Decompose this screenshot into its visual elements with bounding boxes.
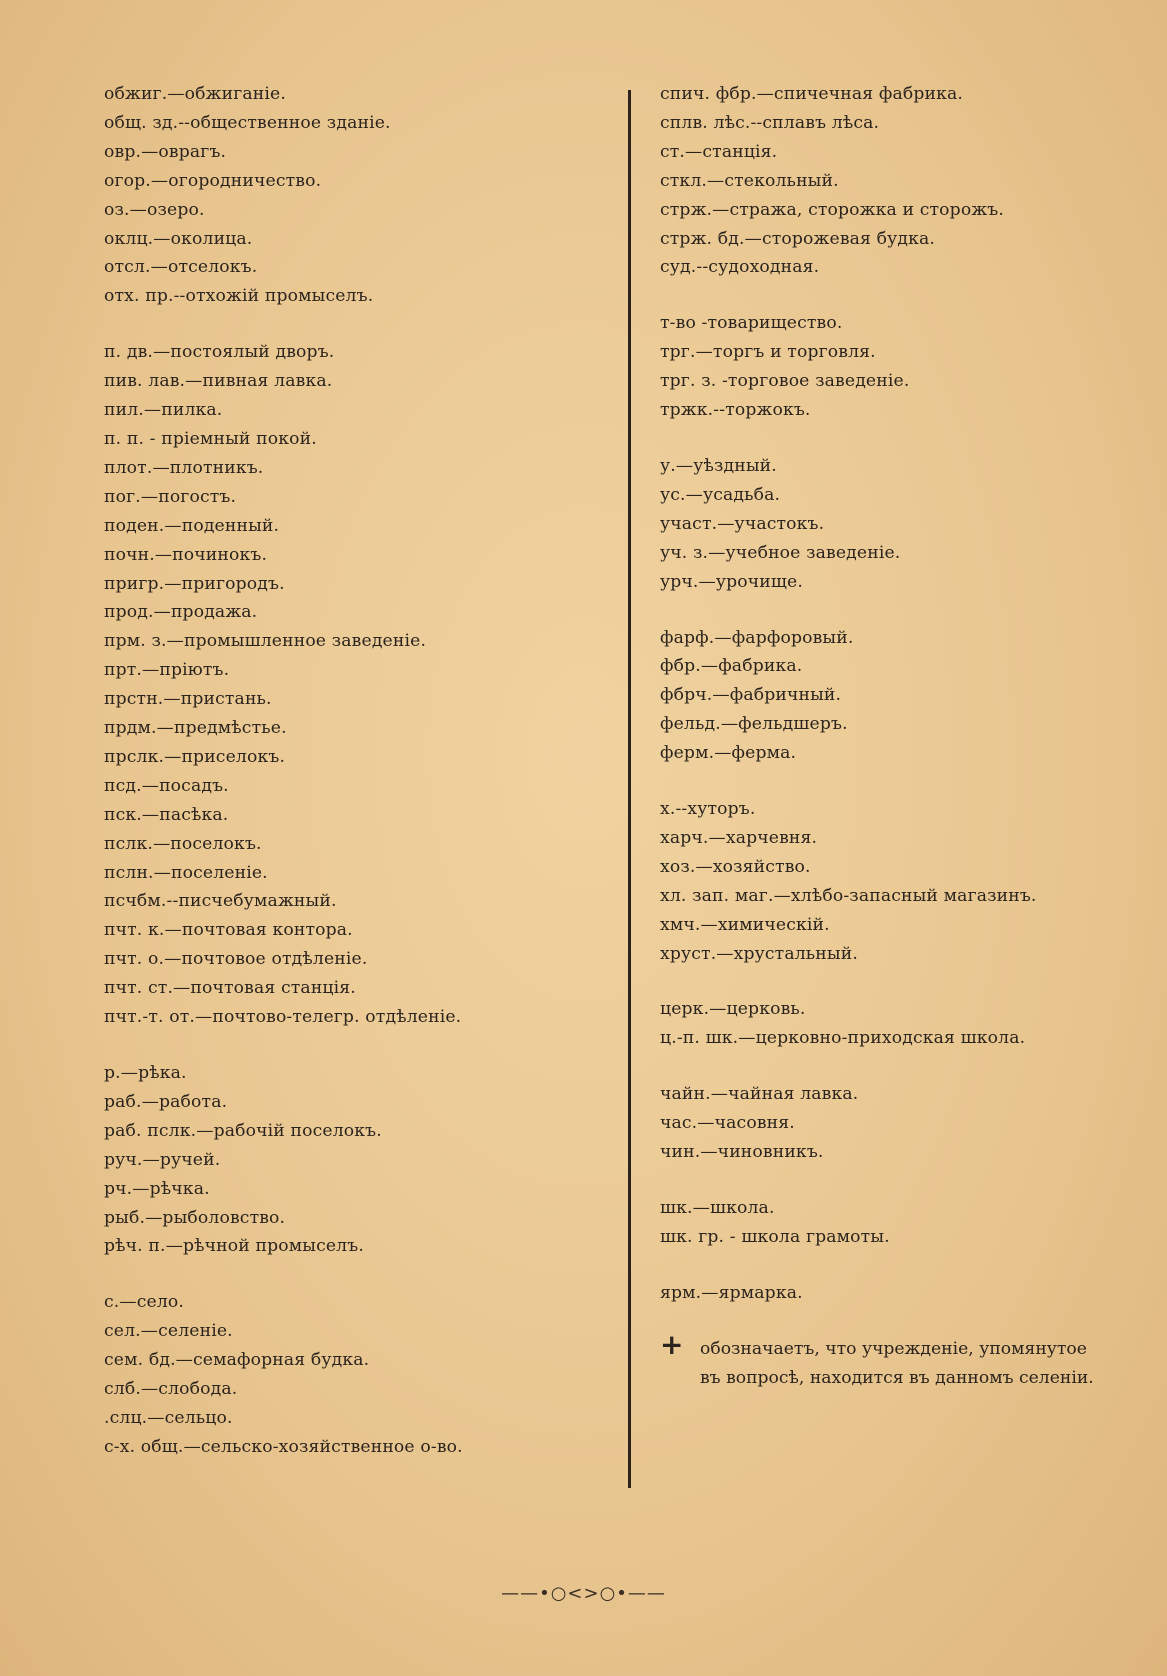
abbreviation-entry: пслк.—поселокъ.	[104, 833, 262, 854]
abbreviation-entry: пчт. к.—почтовая контора.	[104, 920, 353, 941]
abbreviation-group	[660, 452, 1160, 597]
abbreviation-entry: шк.—школа.	[660, 1198, 775, 1218]
abbreviation-entry: уч. з.—учебное заведеніе.	[660, 542, 901, 563]
abbreviation-group	[660, 1080, 1160, 1167]
abbreviation-entry: сплв. лѣс.--сплавъ лѣса.	[660, 112, 880, 133]
abbreviation-entry: прм. з.—промышленное заведеніе.	[104, 631, 427, 652]
abbreviation-entry: общ. зд.--общественное зданіе.	[104, 112, 391, 133]
footnote-line-1: обозначаетъ, что учрежденіе, упомянутое	[700, 1338, 1087, 1359]
abbreviation-group	[104, 1059, 624, 1261]
abbreviation-entry: стрж. бд.—сторожевая будка.	[660, 228, 936, 249]
abbreviation-entry: оклц.—околица.	[104, 228, 253, 249]
abbreviation-entry: хоз.—хозяйство.	[660, 856, 811, 877]
abbreviation-group	[660, 309, 1160, 425]
abbreviation-entry: хруст.—хрустальный.	[660, 943, 858, 964]
abbreviation-group	[104, 1288, 624, 1461]
abbreviation-entry: пил.—пилка.	[104, 400, 223, 421]
column-divider	[628, 90, 631, 1488]
abbreviation-entry: ярм.—ярмарка.	[660, 1282, 803, 1303]
abbreviation-entry: поден.—поденный.	[104, 515, 280, 536]
abbreviation-entry: чин.—чиновникъ.	[660, 1142, 824, 1163]
abbreviation-entry: огор.—огородничество.	[104, 170, 322, 191]
end-ornament: ——•○<>○•——	[501, 1583, 666, 1604]
abbreviation-entry: прдм.—предмѣстье.	[104, 718, 287, 739]
abbreviation-entry: п. п. - пріемный покой.	[104, 428, 317, 449]
abbreviation-entry: пог.—погостъ.	[104, 486, 237, 507]
abbreviation-entry: раб.—работа.	[104, 1091, 228, 1112]
abbreviation-entry: рыб.—рыболовство.	[104, 1207, 286, 1228]
abbreviation-entry: фбрч.—фабричный.	[660, 685, 842, 706]
abbreviation-entry: пчт. ст.—почтовая станція.	[104, 978, 356, 999]
footnote	[660, 1327, 1160, 1393]
abbreviation-entry: слб.—слобода.	[104, 1379, 238, 1400]
abbreviation-entry: пслн.—поселеніе.	[104, 862, 268, 883]
abbreviation-entry: оз.—озеро.	[104, 199, 205, 220]
abbreviation-entry: спич. фбр.—спичечная фабрика.	[660, 84, 964, 104]
abbreviation-entry: хмч.—химическій.	[660, 914, 830, 935]
abbreviation-entry: плот.—плотникъ.	[104, 457, 264, 478]
abbreviation-entry: харч.—харчевня.	[660, 827, 818, 848]
abbreviation-entry: пив. лав.—пивная лавка.	[104, 371, 333, 392]
abbreviation-group	[660, 80, 1160, 282]
abbreviation-entry: фарф.—фарфоровый.	[660, 627, 854, 648]
abbreviation-group	[104, 80, 624, 311]
abbreviation-group	[660, 1279, 1160, 1308]
abbreviation-entry: суд.--судоходная.	[660, 257, 820, 278]
left-column	[104, 80, 624, 1489]
right-column	[660, 80, 1160, 1393]
abbreviation-entry: час.—часовня.	[660, 1113, 795, 1134]
abbreviation-entry: шк. гр. - школа грамоты.	[660, 1226, 890, 1247]
abbreviation-entry: пск.—пасѣка.	[104, 804, 229, 825]
abbreviation-entry: ст.—станція.	[660, 141, 778, 162]
abbreviation-entry: сел.—селеніе.	[104, 1321, 233, 1342]
abbreviation-entry: тржк.--торжокъ.	[660, 400, 811, 421]
abbreviation-entry: трг.—торгъ и торговля.	[660, 342, 876, 363]
abbreviation-entry: пчт.-т. от.—почтово-телегр. отдѣленіе.	[104, 1007, 462, 1028]
abbreviation-entry: обжиг.—обжиганіе.	[104, 84, 286, 104]
abbreviation-group	[660, 624, 1160, 769]
abbreviation-entry: пчт. о.—почтовое отдѣленіе.	[104, 949, 368, 970]
abbreviation-entry: с.—село.	[104, 1292, 185, 1313]
abbreviation-group	[660, 1194, 1160, 1252]
abbreviation-entry: прстн.—пристань.	[104, 689, 272, 710]
abbreviation-entry: почн.—починокъ.	[104, 544, 268, 565]
abbreviation-entry: трг. з. -торговое заведеніе.	[660, 371, 910, 392]
footnote-line-2: въ вопросѣ, находится въ данномъ селеніи.	[700, 1367, 1094, 1388]
abbreviation-entry: хл. зап. маг.—хлѣбо-запасный магазинъ.	[660, 885, 1037, 906]
abbreviation-entry: отх. пр.--отхожій промыселъ.	[104, 286, 374, 307]
abbreviation-entry: х.--хуторъ.	[660, 799, 756, 820]
abbreviation-entry: стрж.—стража, сторожка и сторожъ.	[660, 199, 1004, 220]
abbreviation-entry: фельд.—фельдшеръ.	[660, 714, 848, 735]
abbreviation-entry: псчбм.--писчебумажный.	[104, 891, 337, 912]
plus-symbol: +	[660, 1327, 684, 1361]
abbreviation-entry: т-во -товарищество.	[660, 313, 843, 334]
abbreviation-entry: ус.—усадьба.	[660, 484, 781, 505]
abbreviation-entry: ферм.—ферма.	[660, 743, 797, 764]
abbreviation-entry: пригр.—пригородъ.	[104, 573, 285, 594]
abbreviation-group	[660, 795, 1160, 968]
abbreviation-entry: прод.—продажа.	[104, 602, 258, 623]
abbreviation-entry: фбр.—фабрика.	[660, 656, 803, 677]
abbreviation-entry: п. дв.—постоялый дворъ.	[104, 342, 335, 363]
abbreviation-entry: р.—рѣка.	[104, 1063, 187, 1083]
abbreviation-entry: урч.—урочище.	[660, 571, 803, 592]
abbreviation-entry: псд.—посадъ.	[104, 775, 229, 796]
abbreviation-entry: овр.—оврагъ.	[104, 141, 227, 162]
abbreviation-entry: у.—уѣздный.	[660, 455, 777, 476]
abbreviation-entry: ц.-п. шк.—церковно-приходская школа.	[660, 1028, 1026, 1049]
abbreviation-entry: раб. пслк.—рабочій поселокъ.	[104, 1120, 382, 1141]
abbreviation-entry: церк.—церковь.	[660, 999, 806, 1020]
abbreviation-entry: прслк.—приселокъ.	[104, 746, 286, 767]
abbreviation-entry: прт.—пріютъ.	[104, 660, 230, 681]
abbreviation-entry: с-х. общ.—сельско-хозяйственное о-во.	[104, 1436, 463, 1457]
abbreviation-group	[104, 338, 624, 1032]
abbreviation-entry: сткл.—стекольный.	[660, 170, 839, 191]
abbreviation-entry: сем. бд.—семафорная будка.	[104, 1350, 370, 1371]
abbreviation-entry: руч.—ручей.	[104, 1149, 221, 1170]
abbreviation-entry: участ.—участокъ.	[660, 513, 825, 534]
abbreviation-entry: чайн.—чайная лавка.	[660, 1084, 859, 1105]
abbreviation-entry: отсл.—отселокъ.	[104, 257, 258, 278]
abbreviation-entry: рѣч. п.—рѣчной промыселъ.	[104, 1236, 364, 1257]
abbreviation-entry: .слц.—сельцо.	[104, 1407, 233, 1428]
abbreviation-entry: рч.—рѣчка.	[104, 1178, 210, 1199]
abbreviation-group	[660, 995, 1160, 1053]
